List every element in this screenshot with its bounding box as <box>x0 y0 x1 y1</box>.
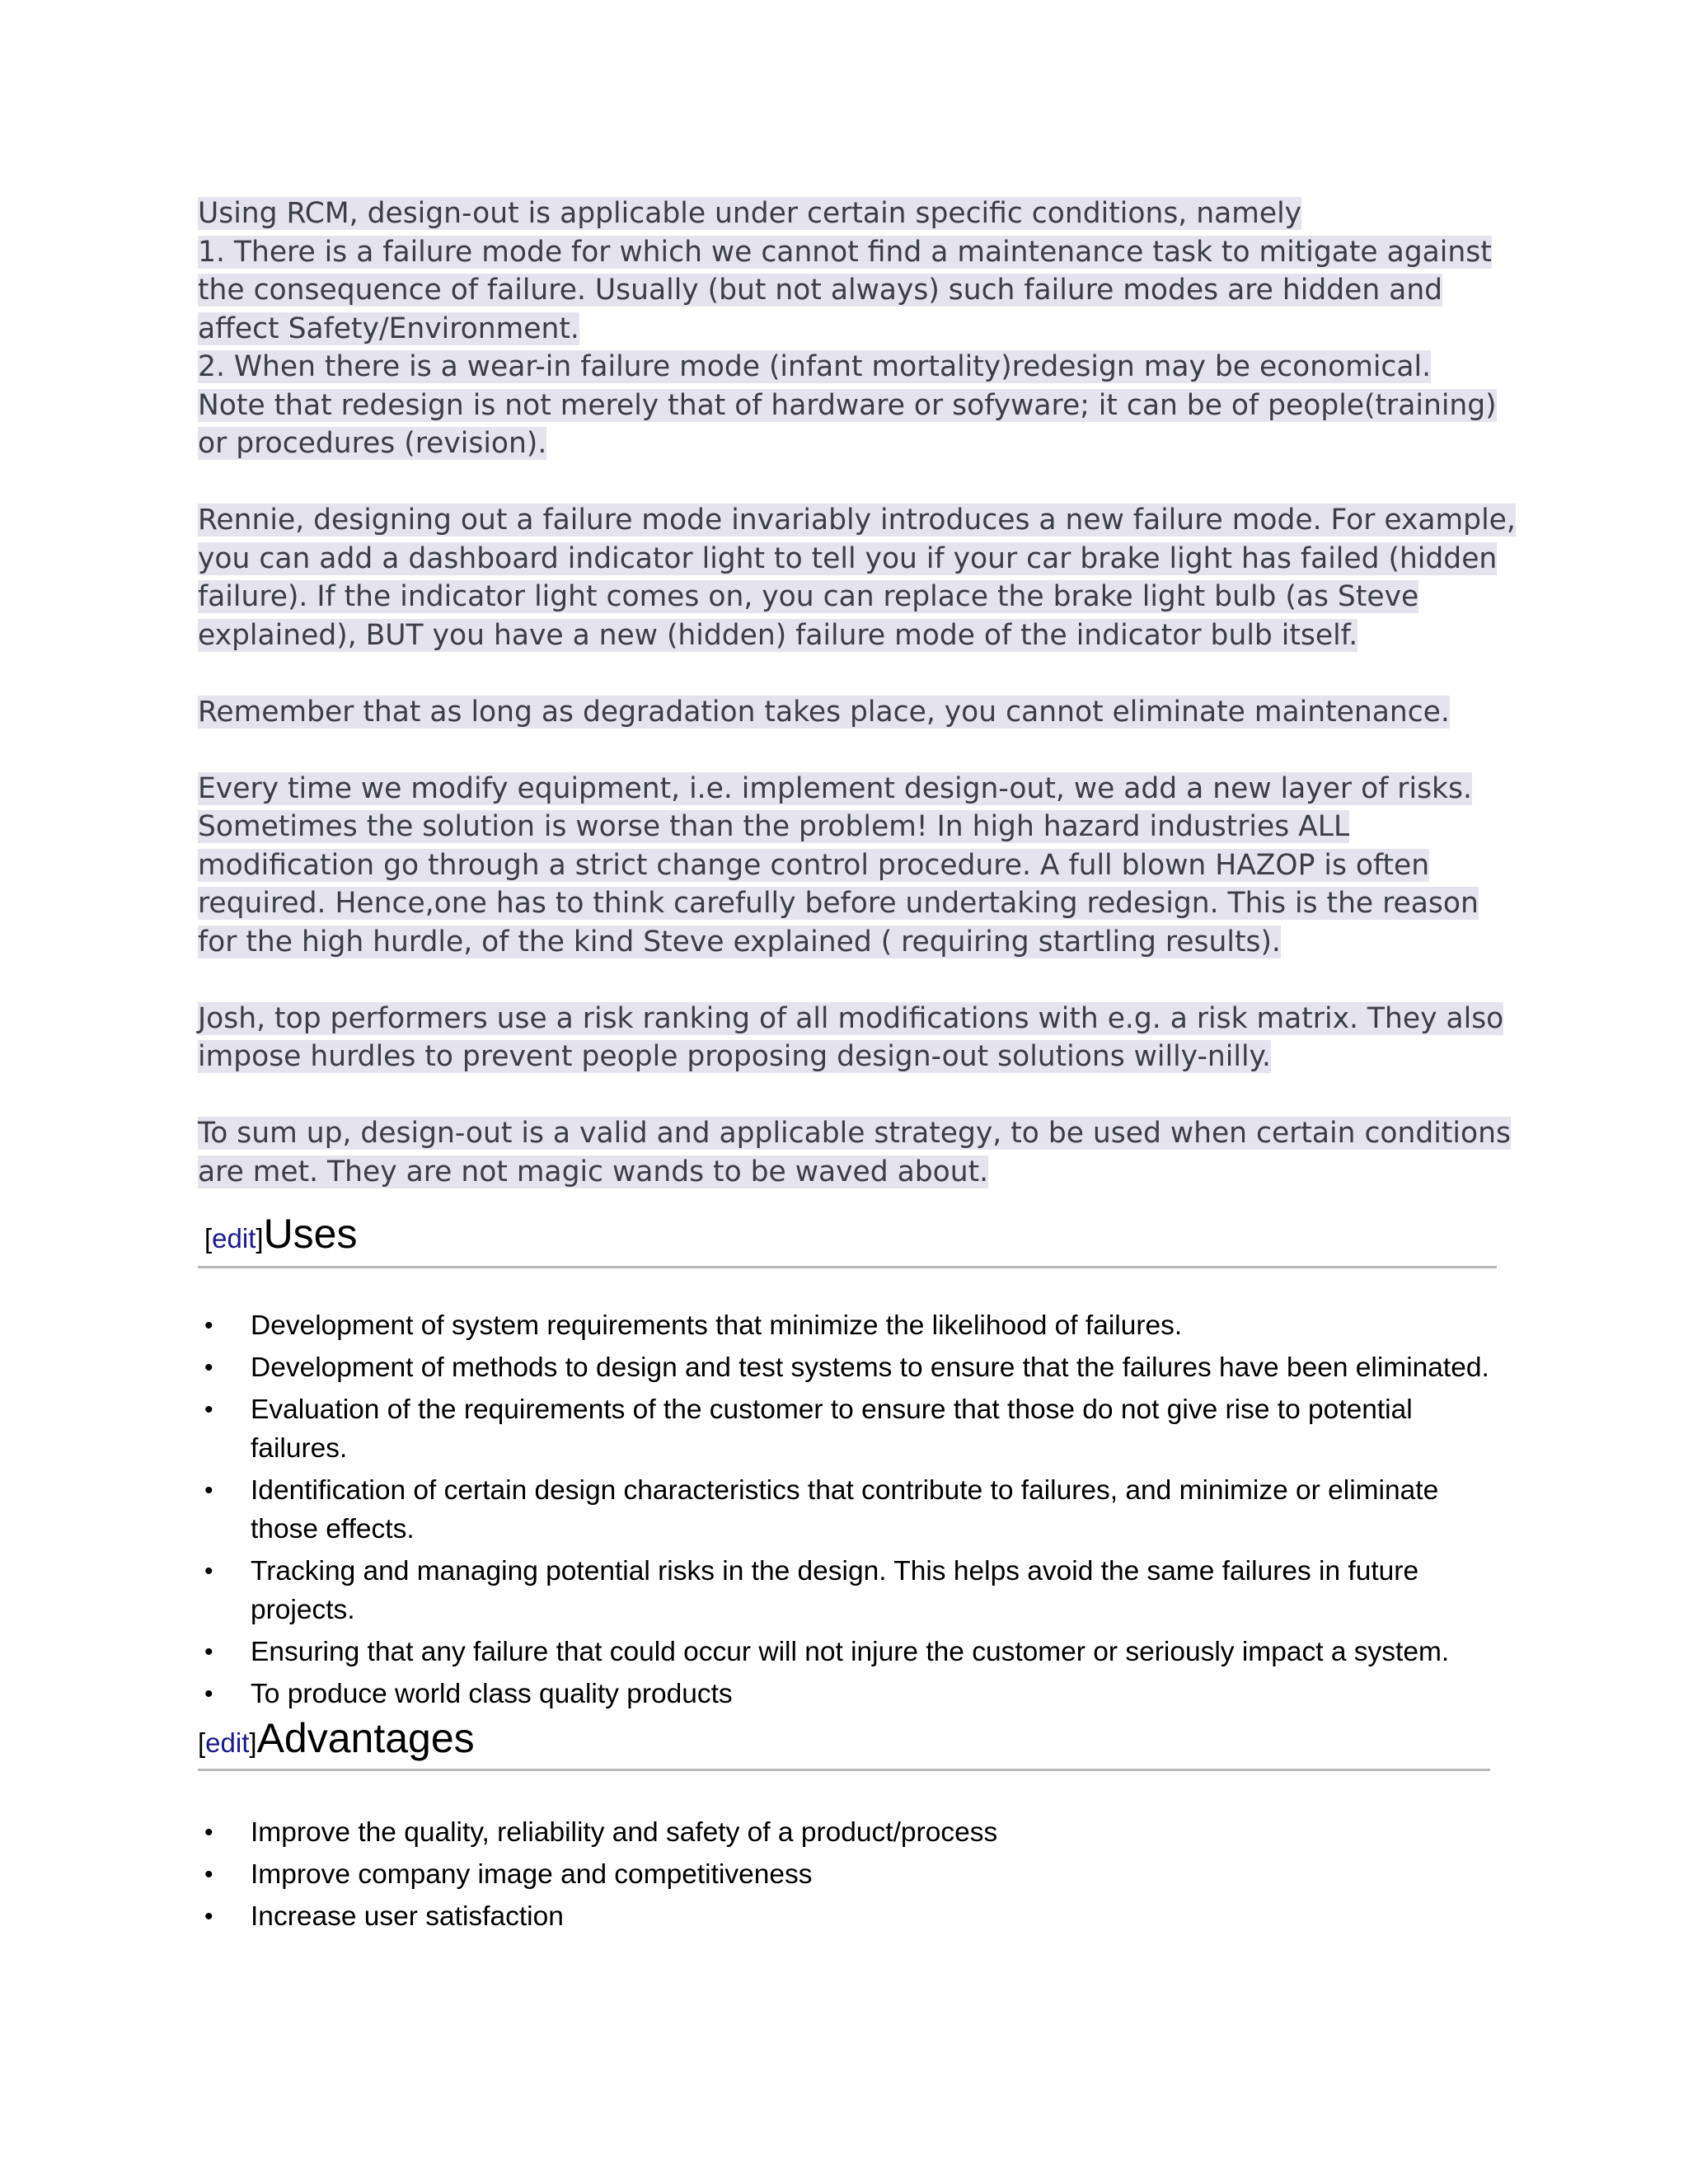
list-item: • Tracking and managing potential risks in the design. This helps avoid the same failures in future projects. <box>198 1552 1470 1629</box>
post-paragraph-5 <box>198 1000 1504 1076</box>
post-line: failure). If the indicator light comes on, you can replace the brake light bulb (as Steve <box>198 580 1419 613</box>
advantages-heading <box>198 1714 1490 1771</box>
post-line: Using RCM, design-out is applicable under certain specific conditions, namely <box>198 197 1302 230</box>
uses-list <box>198 1306 1517 1717</box>
list-item: • Development of system requirements that minimize the likelihood of failures. <box>198 1306 1517 1345</box>
post-line: Josh, top performers use a risk ranking of all modifications with e.g. a risk matrix. They also <box>198 1001 1504 1035</box>
forum-post <box>198 194 1516 1191</box>
post-line: Sometimes the solution is worse than the problem! In high hazard industries ALL <box>198 810 1350 843</box>
bullet-icon: • <box>204 1396 213 1423</box>
list-item: • Increase user satisfaction <box>198 1897 1517 1936</box>
bullet-icon: • <box>204 1819 213 1846</box>
post-line: explained), BUT you have a new (hidden) failure mode of the indicator bulb itself. <box>198 618 1358 652</box>
list-item: • Improve company image and competitiveness <box>198 1855 1517 1894</box>
list-item: • To produce world class quality products <box>198 1675 1517 1713</box>
list-item: • Improve the quality, reliability and safety of a product/process <box>198 1813 1517 1852</box>
post-paragraph-1 <box>198 194 1500 463</box>
bullet-icon: • <box>204 1558 213 1585</box>
post-line: or procedures (revision). <box>198 427 547 460</box>
bullet-icon: • <box>204 1903 213 1930</box>
post-line: To sum up, design-out is a valid and applicable strategy, to be used when certain conditions <box>198 1117 1511 1150</box>
uses-title: Uses <box>263 1211 358 1257</box>
post-line: Remember that as long as degradation takes place, you cannot eliminate maintenance. <box>198 695 1450 729</box>
list-item: • Ensuring that any failure that could occur will not injure the customer or seriously impact a system. <box>198 1633 1517 1671</box>
advantages-title: Advantages <box>256 1715 475 1761</box>
post-paragraph-6 <box>198 1114 1511 1191</box>
post-paragraph-2 <box>198 501 1516 654</box>
advantages-edit-link[interactable]: edit <box>205 1727 250 1758</box>
list-item: • Development of methods to design and test systems to ensure that the failures have been eliminated. <box>198 1348 1517 1387</box>
post-line: are met. They are not magic wands to be waved about. <box>198 1155 989 1188</box>
post-line: affect Safety/Environment. <box>198 312 579 345</box>
post-line: Note that redesign is not merely that of hardware or sofyware; it can be of people(training) <box>198 388 1497 422</box>
bullet-icon: • <box>204 1477 213 1504</box>
bullet-icon: • <box>204 1638 213 1666</box>
post-line: Every time we modify equipment, i.e. implement design-out, we add a new layer of risks. <box>198 771 1472 805</box>
post-line: the consequence of failure. Usually (but not always) such failure modes are hidden and <box>198 274 1443 307</box>
post-line: impose hurdles to prevent people proposing design-out solutions willy-nilly. <box>198 1040 1272 1073</box>
list-item: • Evaluation of the requirements of the customer to ensure that those do not give rise to potential failures. <box>198 1390 1437 1468</box>
advantages-list <box>198 1813 1517 1939</box>
bullet-icon: • <box>204 1312 213 1339</box>
post-line: modification go through a strict change control procedure. A full blown HAZOP is often <box>198 848 1430 882</box>
bullet-icon: • <box>204 1354 213 1381</box>
post-line: required. Hence,one has to think carefully before undertaking redesign. This is the reason <box>198 887 1479 920</box>
post-line: for the high hurdle, of the kind Steve explained ( requiring startling results). <box>198 925 1281 958</box>
uses-edit-link[interactable]: edit <box>212 1223 256 1254</box>
bullet-icon: • <box>204 1680 213 1708</box>
uses-edit-bracket: [edit] <box>204 1223 264 1254</box>
post-line: 1. There is a failure mode for which we cannot find a maintenance task to mitigate against <box>198 235 1492 269</box>
post-paragraph-3 <box>198 693 1500 732</box>
uses-heading <box>198 1210 1497 1268</box>
post-line: Rennie, designing out a failure mode invariably introduces a new failure mode. For example, <box>198 504 1516 537</box>
bullet-icon: • <box>204 1861 213 1888</box>
advantages-edit-bracket: [edit] <box>198 1727 257 1758</box>
post-line: you can add a dashboard indicator light to tell you if your car brake light has failed (hidden <box>198 541 1498 575</box>
post-line: 2. When there is a wear-in failure mode (infant mortality)redesign may be economical. <box>198 350 1432 383</box>
post-paragraph-4 <box>198 770 1500 962</box>
list-item: • Identification of certain design characteristics that contribute to failures, and minimize or eliminate those effects. <box>198 1471 1503 1549</box>
